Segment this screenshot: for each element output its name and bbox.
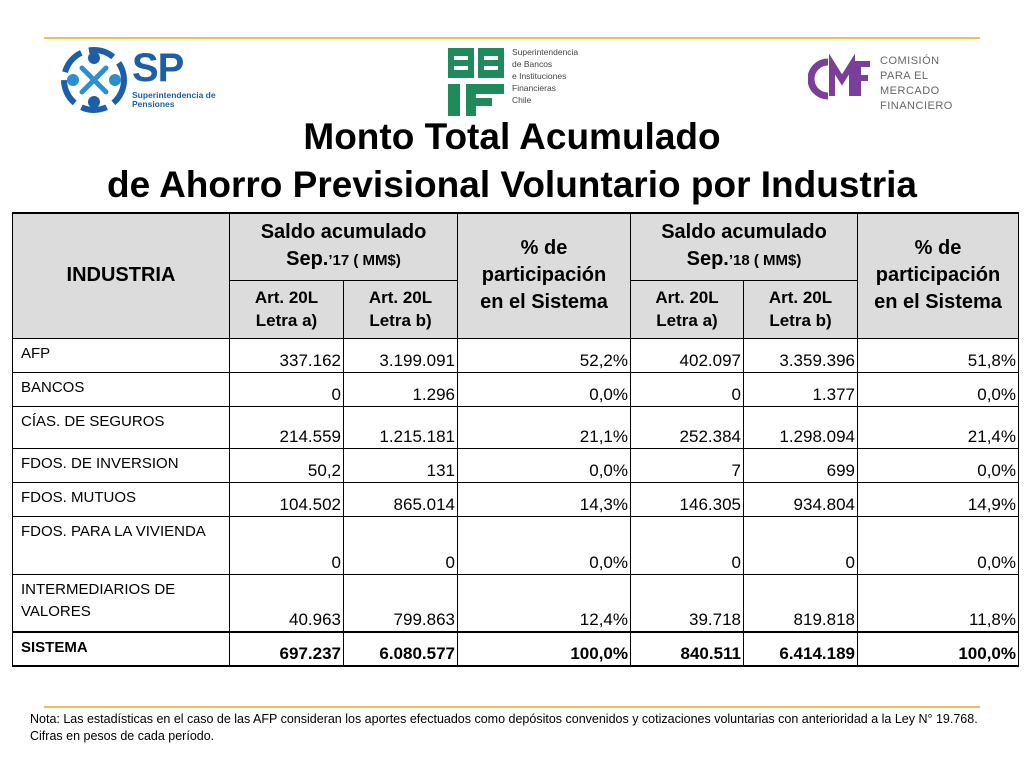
value-cell: 0 [344, 516, 458, 574]
value-cell: 1.215.181 [344, 406, 458, 448]
industry-name: INTERMEDIARIOS DE VALORES [13, 574, 230, 632]
cmf-logo [808, 50, 978, 112]
percent-cell: 0,0% [458, 516, 631, 574]
percent-cell: 21,4% [858, 406, 1019, 448]
header-sep-2018: Sep. [686, 248, 729, 271]
page-title-line-2: de Ahorro Previsional Voluntario por Industria [107, 164, 917, 205]
percent-cell: 0,0% [858, 372, 1019, 406]
sp-logo [58, 44, 218, 116]
header-pct-2018-line-3: en el Sistema [874, 291, 1002, 314]
total-value-cell: 840.511 [631, 632, 744, 666]
value-cell: 1.298.094 [744, 406, 858, 448]
value-cell: 337.162 [230, 338, 344, 372]
value-cell: 0 [631, 372, 744, 406]
table-row [13, 482, 1019, 516]
industry-name: AFP [13, 338, 230, 372]
value-cell: 104.502 [230, 482, 344, 516]
top-divider [44, 37, 980, 39]
value-cell: 699 [744, 448, 858, 482]
table-row [13, 574, 1019, 632]
sp-logo-text: SP [132, 46, 184, 90]
value-cell: 799.863 [344, 574, 458, 632]
industry-name: BANCOS [13, 372, 230, 406]
header-year-2017: ’17 [328, 252, 350, 270]
cmf-emblem [808, 54, 872, 104]
percent-cell: 14,3% [458, 482, 631, 516]
total-value-cell: 697.237 [230, 632, 344, 666]
industry-name: FDOS. PARA LA VIVIENDA [13, 516, 230, 574]
percent-cell: 14,9% [858, 482, 1019, 516]
percent-cell: 21,1% [458, 406, 631, 448]
industry-name: FDOS. MUTUOS [13, 482, 230, 516]
header-art-a-2018-line-1: Art. 20L [655, 288, 719, 307]
savings-table [12, 212, 1019, 667]
value-cell: 146.305 [631, 482, 744, 516]
sbif-emblem [446, 44, 508, 118]
header-art-a-2017-line-1: Art. 20L [254, 288, 319, 307]
percent-cell: 0,0% [858, 516, 1019, 574]
table-row [13, 338, 1019, 372]
value-cell: 819.818 [744, 574, 858, 632]
percent-cell: 12,4% [458, 574, 631, 632]
page-title-line-1: Monto Total Acumulado [303, 116, 721, 157]
table-row [13, 372, 1019, 406]
header-pct-2017-line-1: % de [520, 237, 568, 260]
header-pct-2017-line-2: participación [481, 264, 607, 287]
value-cell: 0 [744, 516, 858, 574]
total-value-cell: 6.414.189 [744, 632, 858, 666]
header-saldo-2018-label: Saldo acumulado [661, 221, 827, 244]
value-cell: 214.559 [230, 406, 344, 448]
header-pct-2018-line-1: % de [914, 237, 962, 260]
header-art-b-2017 [344, 280, 458, 338]
value-cell: 3.199.091 [344, 338, 458, 372]
value-cell: 3.359.396 [744, 338, 858, 372]
percent-cell: 52,2% [458, 338, 631, 372]
percent-cell: 51,8% [858, 338, 1019, 372]
value-cell: 0 [230, 372, 344, 406]
header-art-b-2018-line-2: Letra b) [769, 311, 832, 330]
header-art-b-2017-line-1: Art. 20L [368, 288, 433, 307]
total-value-cell: 6.080.577 [344, 632, 458, 666]
bottom-divider [44, 706, 980, 708]
header-art-b-2017-line-2: Letra b) [369, 311, 432, 330]
header-art-a-2017-line-2: Letra a) [255, 311, 318, 330]
value-cell: 39.718 [631, 574, 744, 632]
header-pct-2017-line-3: en el Sistema [480, 291, 608, 314]
percent-cell: 11,8% [858, 574, 1019, 632]
sbif-logo [446, 44, 586, 118]
industry-name: FDOS. DE INVERSION [13, 448, 230, 482]
header-pct-2018 [858, 213, 1019, 338]
value-cell: 402.097 [631, 338, 744, 372]
header-pct-2017 [458, 213, 631, 338]
header-year-2018: ’18 [728, 252, 750, 270]
header-art-b-2018-line-1: Art. 20L [768, 288, 833, 307]
value-cell: 131 [344, 448, 458, 482]
header-industria: INDUSTRIA [13, 213, 230, 338]
total-percent-cell: 100,0% [458, 632, 631, 666]
header-pct-2018-line-2: participación [875, 264, 1001, 287]
cmf-logo-caption: COMISIÓN PARA EL MERCADO FINANCIERO [880, 55, 953, 112]
value-cell: 50,2 [230, 448, 344, 482]
percent-cell: 0,0% [458, 372, 631, 406]
table-row [13, 448, 1019, 482]
header-art-a-2017 [230, 280, 344, 338]
value-cell: 934.804 [744, 482, 858, 516]
header-sep-2017: Sep. [286, 248, 329, 271]
percent-cell: 0,0% [858, 448, 1019, 482]
sbif-logo-caption: Superintendencia de Bancos e Instituciones Financieras Chile [512, 47, 579, 105]
value-cell: 1.377 [744, 372, 858, 406]
header-unit-2017: ( MM$) [349, 252, 401, 270]
value-cell: 40.963 [230, 574, 344, 632]
header-saldo-2017-label: Saldo acumulado [260, 221, 427, 244]
header-art-a-2018-line-2: Letra a) [656, 311, 718, 330]
sp-people-emblem [58, 44, 130, 116]
header-saldo-2017 [230, 213, 458, 280]
industry-name: CÍAS. DE SEGUROS [13, 406, 230, 448]
value-cell: 7 [631, 448, 744, 482]
header-saldo-2018 [631, 213, 858, 280]
header-unit-2018: ( MM$) [749, 252, 802, 270]
total-label: SISTEMA [13, 632, 230, 666]
total-percent-cell: 100,0% [858, 632, 1019, 666]
table-row [13, 516, 1019, 574]
sp-logo-caption: Superintendencia de Pensiones [132, 90, 216, 109]
header-art-a-2018 [631, 280, 744, 338]
total-row [13, 632, 1019, 666]
value-cell: 865.014 [344, 482, 458, 516]
value-cell: 0 [631, 516, 744, 574]
value-cell: 0 [230, 516, 344, 574]
percent-cell: 0,0% [458, 448, 631, 482]
header-art-b-2018 [744, 280, 858, 338]
table-row [13, 406, 1019, 448]
value-cell: 1.296 [344, 372, 458, 406]
footnote: Nota: Las estadísticas en el caso de las AFP consideran los aportes efectuados como depósitos convenidos y cotizaciones voluntarias con anterioridad a la Ley N° 19.768. Cifras en pesos de cada período. [30, 712, 978, 743]
value-cell: 252.384 [631, 406, 744, 448]
